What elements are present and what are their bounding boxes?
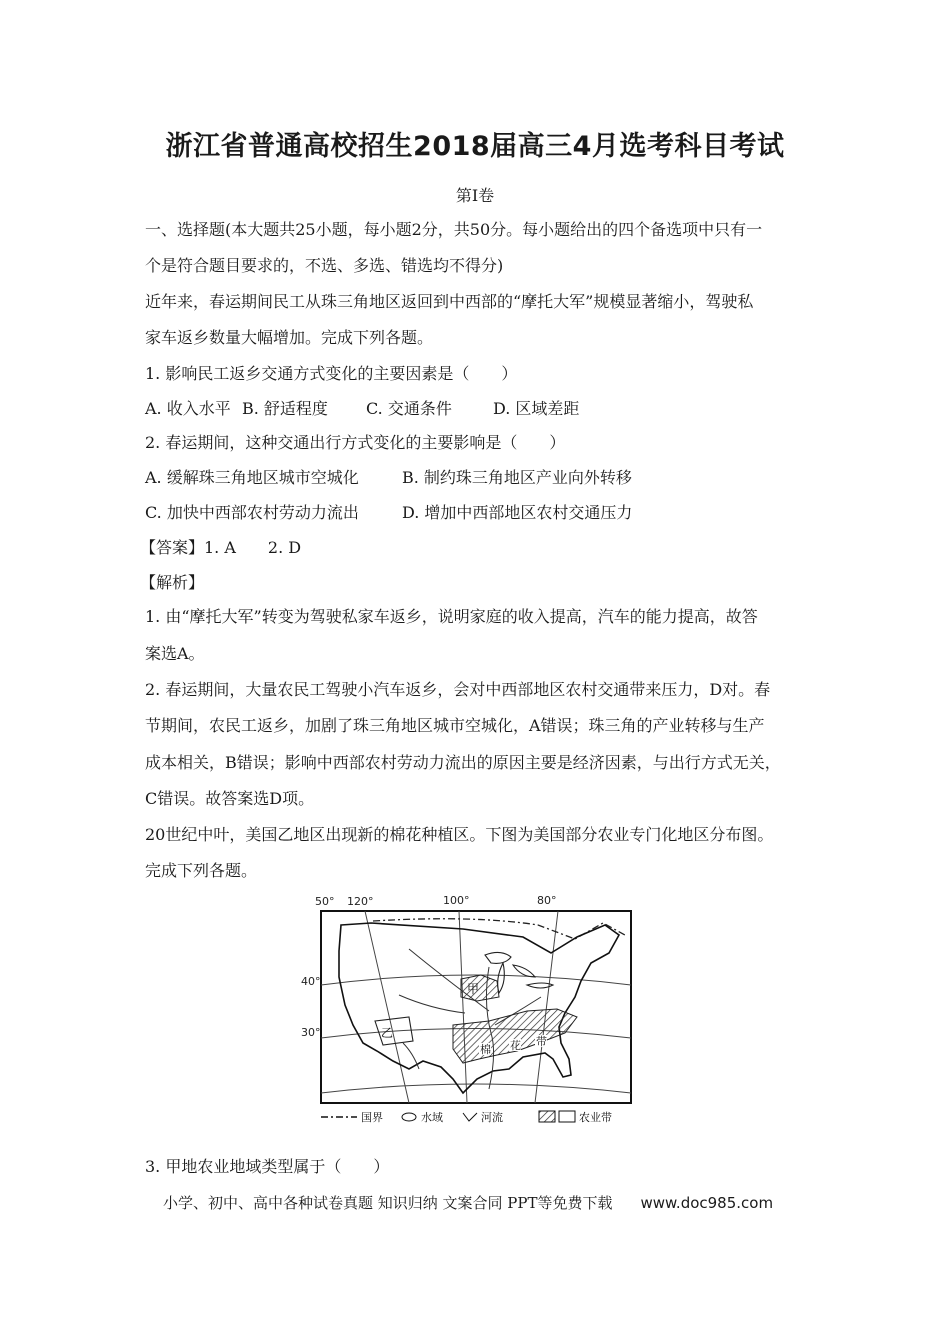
section-header-line-1: 一、选择题(本大题共25小题，每小题2分，共50分。每小题给出的四个备选项中只有一 [145, 220, 763, 239]
blank-swatch-icon [559, 1111, 575, 1122]
option-a: A. 收入水平 [145, 399, 231, 418]
cotton-belt-label-3: 带 [536, 1035, 547, 1048]
map-legend [321, 1110, 612, 1124]
map-frame [321, 911, 631, 1103]
question-1-options [145, 396, 579, 419]
volume-label: 第Ⅰ卷 [455, 186, 495, 205]
lon-label-80: 80° [537, 894, 557, 907]
graticule [321, 911, 631, 1103]
analysis-label: 【解析】 [140, 573, 205, 592]
option-b: B. 制约珠三角地区产业向外转移 [402, 468, 632, 487]
legend-border: 国界 [361, 1111, 383, 1124]
region-yi-label: 乙 [381, 1026, 394, 1040]
lat-label-30: 30° [301, 1026, 321, 1039]
page-footer [163, 1192, 773, 1213]
section-header-line-2: 个是符合题目要求的，不选、多选、错选均不得分) [145, 256, 504, 275]
question-2-stem: 2. 春运期间，这种交通出行方式变化的主要影响是（ ） [145, 433, 566, 452]
passage-1-line-2: 家车返乡数量大幅增加。完成下列各题。 [145, 328, 434, 347]
analysis-2-line-4: C错误。故答案选D项。 [145, 789, 315, 808]
question-2-options-row-1 [145, 465, 632, 488]
legend-water: 水域 [421, 1111, 443, 1124]
option-d: D. 增加中西部地区农村交通压力 [402, 503, 633, 522]
us-outline [339, 923, 619, 1093]
cotton-belt-label-2: 花 [510, 1039, 521, 1052]
lon-label-100: 100° [443, 894, 470, 907]
passage-2-line-2: 完成下列各题。 [145, 861, 258, 880]
lat-label-40: 40° [301, 975, 321, 988]
national-border [373, 919, 625, 939]
lon-label-50: 50° [315, 895, 335, 908]
cotton-belt-label-1: 棉 [480, 1043, 491, 1056]
region-jia-label: 甲 [467, 982, 480, 996]
water-icon [402, 1113, 416, 1121]
passage-1-line-1: 近年来，春运期间民工从珠三角地区返回到中西部的“摩托大军”规模显著缩小，驾驶私 [145, 292, 754, 311]
question-3-stem: 3. 甲地农业地域类型属于（ ） [145, 1157, 390, 1176]
us-agriculture-map [301, 893, 643, 1125]
cotton-belt-area [453, 1009, 577, 1063]
page-title: 浙江省普通高校招生2018届高三4月选考科目考试 [165, 131, 785, 162]
option-d: D. 区域差距 [493, 399, 580, 418]
hatch-swatch-icon [539, 1111, 555, 1122]
option-b: B. 舒适程度 [242, 399, 328, 418]
answer-line: 【答案】1. A 2. D [140, 538, 302, 557]
legend-agri-belt: 农业带 [579, 1111, 612, 1124]
analysis-1-line-1: 1. 由“摩托大军”转变为驾驶私家车返乡，说明家庭的收入提高，汽车的能力提高，故答 [145, 607, 758, 626]
option-a: A. 缓解珠三角地区城市空城化 [145, 468, 359, 487]
question-2-options-row-2 [145, 500, 632, 523]
lon-label-120: 120° [347, 895, 374, 908]
option-c: C. 加快中西部农村劳动力流出 [145, 503, 359, 522]
question-1-stem: 1. 影响民工返乡交通方式变化的主要因素是（ ） [145, 364, 518, 383]
option-c: C. 交通条件 [366, 399, 452, 418]
legend-river: 河流 [481, 1111, 503, 1124]
analysis-2-line-3: 成本相关，B错误；影响中西部农村劳动力流出的原因主要是经济因素，与出行方式无关， [145, 753, 781, 772]
footer-text: 小学、初中、高中各种试卷真题 知识归纳 文案合同 PPT等免费下载 [163, 1194, 613, 1212]
analysis-2-line-1: 2. 春运期间，大量农民工驾驶小汽车返乡，会对中西部地区农村交通带来压力，D对。春 [145, 680, 771, 699]
passage-2-line-1: 20世纪中叶，美国乙地区出现新的棉花种植区。下图为美国部分农业专门化地区分布图。 [145, 825, 774, 844]
analysis-1-line-2: 案选A。 [145, 644, 205, 663]
analysis-2-line-2: 节期间，农民工返乡，加剧了珠三角地区城市空城化，A错误；珠三角的产业转移与生产 [145, 716, 765, 735]
river-icon [463, 1113, 477, 1121]
footer-url[interactable]: www.doc985.com [640, 1194, 774, 1212]
